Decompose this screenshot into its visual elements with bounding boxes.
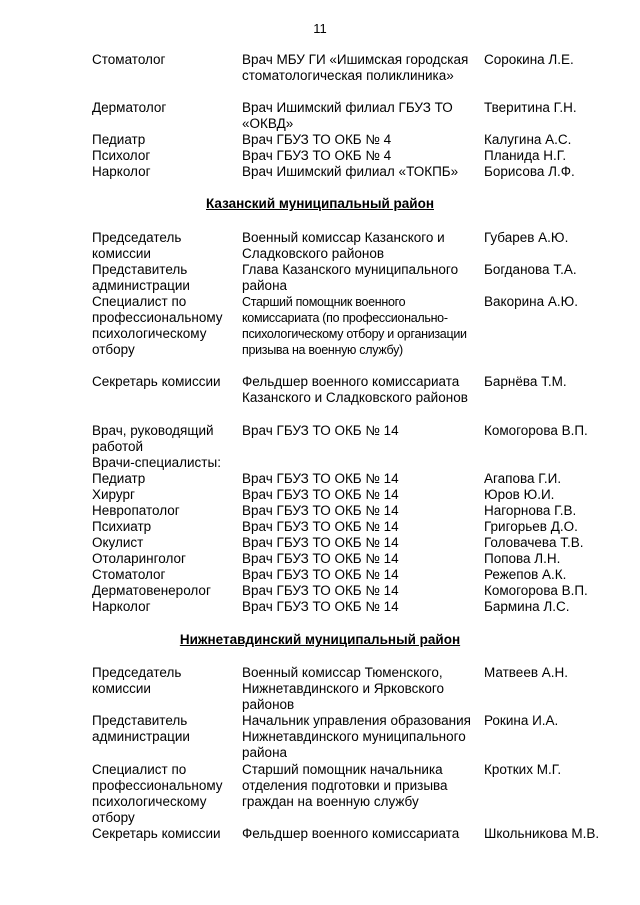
name-cell: Планида Н.Г. xyxy=(484,148,567,163)
position-cell: Военный комиссар Тюменского, Нижнетавдинского и Ярковского районов xyxy=(242,665,445,712)
section-heading: Нижнетавдинский муниципальный район xyxy=(179,632,461,647)
role-cell: Педиатр xyxy=(92,471,146,486)
position-cell: Фельдшер военного комиссариата xyxy=(242,826,460,841)
position-cell: Врач ГБУЗ ТО ОКБ № 14 xyxy=(242,567,399,582)
role-cell: Стоматолог xyxy=(92,567,166,582)
name-cell: Матвеев А.Н. xyxy=(484,665,569,680)
position-cell: Врач ГБУЗ ТО ОКБ № 14 xyxy=(242,471,399,486)
position-cell: Врач ГБУЗ ТО ОКБ № 14 xyxy=(242,551,399,566)
position-cell: Врач ГБУЗ ТО ОКБ № 14 xyxy=(242,583,399,598)
name-cell: Юров Ю.И. xyxy=(484,487,555,502)
role-cell: Председатель комиссии xyxy=(92,230,182,261)
name-cell: Вакорина А.Ю. xyxy=(484,294,578,309)
role-cell: Секретарь комиссии xyxy=(92,374,221,389)
name-cell: Школьникова М.В. xyxy=(484,826,600,841)
position-cell: Врач Ишимский филиал «ТОКПБ» xyxy=(242,164,459,179)
name-cell: Головачева Т.В. xyxy=(484,535,584,550)
role-cell: Хирург xyxy=(92,487,135,502)
role-cell: Нарколог xyxy=(92,164,151,179)
position-cell: Врач Ишимский филиал ГБУЗ ТО «ОКВД» xyxy=(242,100,453,131)
name-cell: Григорьев Д.О. xyxy=(484,519,578,534)
section-heading: Казанский муниципальный район xyxy=(206,196,434,211)
position-cell: Врач ГБУЗ ТО ОКБ № 14 xyxy=(242,423,399,438)
name-cell: Губарев А.Ю. xyxy=(484,230,569,245)
role-cell: Представитель администрации xyxy=(92,713,190,744)
position-cell: Врач ГБУЗ ТО ОКБ № 4 xyxy=(242,132,392,147)
role-cell: Психолог xyxy=(92,148,151,163)
position-cell: Врач ГБУЗ ТО ОКБ № 14 xyxy=(242,503,399,518)
role-cell: Дерматолог xyxy=(92,100,167,115)
role-cell: Специалист по профессиональному психологическому отбору xyxy=(92,762,223,825)
role-cell: Дерматовенеролог xyxy=(92,583,211,598)
position-cell: Начальник управления образования Нижнетавдинского муниципального района xyxy=(242,713,471,760)
position-cell: Врач ГБУЗ ТО ОКБ № 14 xyxy=(242,487,399,502)
position-cell: Глава Казанского муниципального района xyxy=(242,262,459,293)
position-cell: Фельдшер военного комиссариата Казанского и Сладковского районов xyxy=(242,374,468,405)
position-cell: Старший помощник начальника отделения подготовки и призыва граждан на военную службу xyxy=(242,762,448,809)
name-cell: Богданова Т.А. xyxy=(484,262,577,277)
page-number: 11 xyxy=(313,21,327,36)
role-cell: Представитель администрации xyxy=(92,262,190,293)
role-cell: Педиатр xyxy=(92,132,146,147)
name-cell: Режепов А.К. xyxy=(484,567,567,582)
name-cell: Сорокина Л.Е. xyxy=(484,52,574,67)
name-cell: Барнёва Т.М. xyxy=(484,374,567,389)
position-cell: Врач МБУ ГИ «Ишимская городская стоматологическая поликлиника» xyxy=(242,52,469,83)
position-cell: Врач ГБУЗ ТО ОКБ № 14 xyxy=(242,535,399,550)
name-cell: Попова Л.Н. xyxy=(484,551,561,566)
name-cell: Рокина И.А. xyxy=(484,713,559,728)
role-cell: Отоларинголог xyxy=(92,551,186,566)
position-cell: Старший помощник военного комиссариата (по профессионально-психологическому отбору и организации призыва на военную службу) xyxy=(242,295,467,357)
role-cell: Врачи-специалисты: xyxy=(92,455,221,470)
role-cell: Специалист по профессиональному психологическому отбору xyxy=(92,294,223,357)
name-cell: Борисова Л.Ф. xyxy=(484,164,575,179)
role-cell: Врач, руководящий работой xyxy=(92,423,214,454)
position-cell: Врач ГБУЗ ТО ОКБ № 14 xyxy=(242,599,399,614)
role-cell: Нарколог xyxy=(92,599,151,614)
role-cell: Окулист xyxy=(92,535,144,550)
name-cell: Комогорова В.П. xyxy=(484,583,588,598)
name-cell: Кротких М.Г. xyxy=(484,762,562,777)
role-cell: Стоматолог xyxy=(92,52,166,67)
role-cell: Секретарь комиссии xyxy=(92,826,221,841)
name-cell: Нагорнова Г.В. xyxy=(484,503,577,518)
name-cell: Бармина Л.С. xyxy=(484,599,570,614)
position-cell: Военный комиссар Казанского и Сладковского районов xyxy=(242,230,445,261)
name-cell: Комогорова В.П. xyxy=(484,423,588,438)
name-cell: Агапова Г.И. xyxy=(484,471,562,486)
role-cell: Психиатр xyxy=(92,519,152,534)
name-cell: Калугина А.С. xyxy=(484,132,572,147)
position-cell: Врач ГБУЗ ТО ОКБ № 4 xyxy=(242,148,392,163)
position-cell: Врач ГБУЗ ТО ОКБ № 14 xyxy=(242,519,399,534)
name-cell: Тверитина Г.Н. xyxy=(484,100,577,115)
role-cell: Невропатолог xyxy=(92,503,180,518)
role-cell: Председатель комиссии xyxy=(92,665,182,696)
